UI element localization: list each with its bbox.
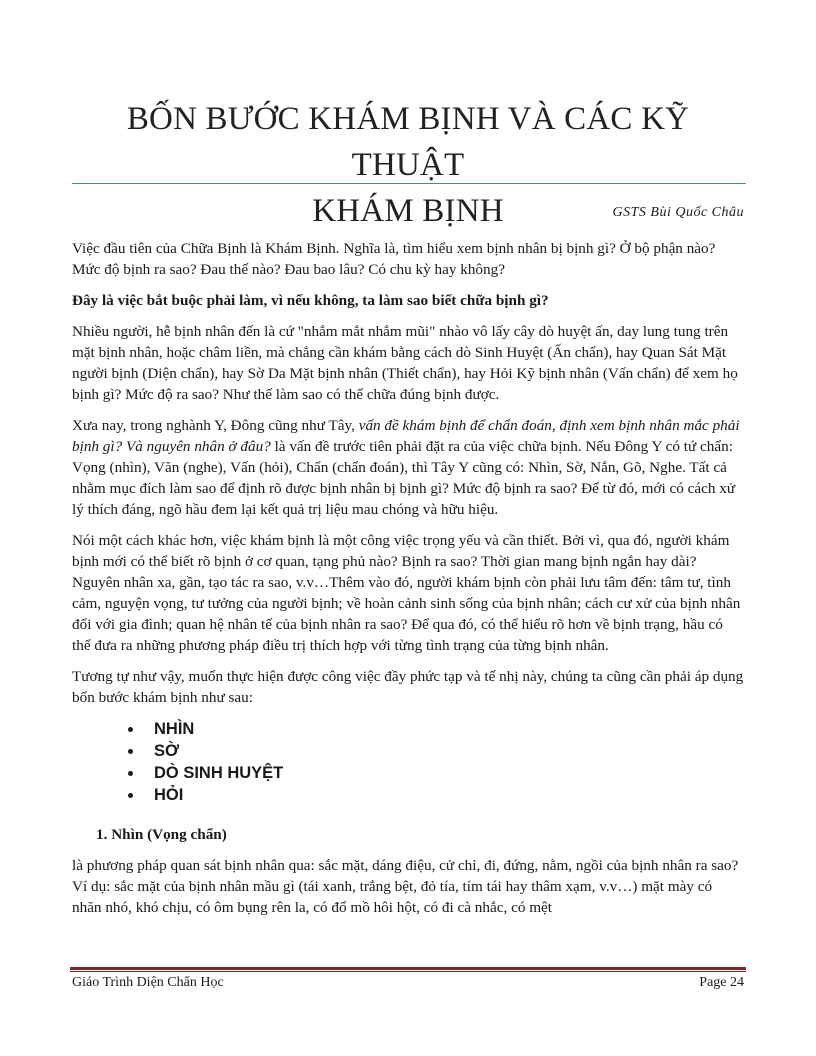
list-item: • NHÌN <box>144 718 745 740</box>
document-body <box>72 238 745 928</box>
footer-divider <box>70 967 746 970</box>
page-title-line-1: BỐN BƯỚC KHÁM BỊNH VÀ CÁC KỸ THUẬT <box>126 101 690 183</box>
paragraph-2-bold: Đây là việc bắt buộc phải làm, vì nếu không, ta làm sao biết chữa bịnh gì? <box>72 292 549 309</box>
author-name: GSTS Bùi Quốc Châu <box>612 205 744 220</box>
section-1-text: là phương pháp quan sát bịnh nhân qua: sắc mặt, dáng điệu, cử chỉ, đi, đứng, nằm, ngồi của bịnh nhân ra sao? Ví dụ: sắc mặt của bịnh nhân mầu gì (tái xanh, trắng bệt, đỏ tía, tím tái hay thâm xạm, v.v…) mặt mày có nhăn nhó, khó chịu, có ôm bụng rên la, có đổ mồ hôi hột, có đi cà nhắc, có mệt <box>72 857 739 916</box>
paragraph-3: Nhiều người, hễ bịnh nhân đến là cứ "nhắm mắt nhắm mũi" nhào vô lấy cây dò huyệt ấn, day lung tung trên mặt bịnh nhân, hoặc châm liền, mà chẳng cần khám bằng cách dò Sinh Huyệt (Ấn chẩn), hay Quan Sát Mặt người bịnh (Diện chẩn), hay Sờ Da Mặt bịnh nhân (Thiết chẩn), hay Hỏi Kỹ bịnh nhân (Vấn chẩn) để xem họ bịnh gì? Mức độ ra sao? Như thế làm sao có thể chữa đúng bịnh được. <box>72 323 738 403</box>
paragraph-4-part-c: là vấn đề trước tiên phải đặt ra của việc chữa bịnh. Nếu Đông Y có tứ chẩn: Vọng (nhìn), Văn (nghe), Vấn (hỏi), Chẩn (chẩn đoán), thì Tây Y cũng có: Nhìn, Sờ, Nắn, Gõ, Nghe. Tất cả nhằm mục đích làm sao để định rõ được bịnh nhân bị bịnh gì? Mức độ bịnh ra sao? Để từ đó, mới có cách xử lý thích đáng, ngõ hầu đem lại kết quả trị liệu mau chóng và hữu hiệu. <box>72 438 736 518</box>
list-item: • DÒ SINH HUYỆT <box>144 762 745 784</box>
footer-book-title: Giáo Trình Diện Chẩn Học <box>72 975 224 990</box>
page-title-line-2: KHÁM BỊNH <box>312 193 504 229</box>
list-item: • SỜ <box>144 740 745 762</box>
paragraph-4 <box>72 415 745 520</box>
paragraph-4-part-a: Xưa nay, trong nghành Y, Đông cũng như Tây, <box>72 417 359 434</box>
steps-list <box>72 718 745 806</box>
paragraph-1: Việc đầu tiên của Chữa Bịnh là Khám Bịnh. Nghĩa là, tìm hiểu xem bịnh nhân bị bịnh gì? Ở bộ phận nào? Mức độ bịnh ra sao? Đau thế nào? Đau bao lâu? Có chu kỳ hay không? <box>72 240 716 278</box>
list-item: • HỎI <box>144 784 745 806</box>
page-number: Page 24 <box>699 975 744 990</box>
footer-divider-thin <box>70 971 746 972</box>
paragraph-5: Nói một cách khác hơn, việc khám bịnh là một công việc trọng yếu và cần thiết. Bởi vì, qua đó, người khám bịnh mới có thể biết rõ bịnh ở cơ quan, tạng phủ nào? Bịnh ra sao? Thời gian mang bịnh ngắn hay dài? Nguyên nhân xa, gần, tạo tác ra sao, v.v…Thêm vào đó, người khám bịnh còn phải lưu tâm đến: tâm tư, tình cảm, nguyện vọng, tư tưởng của người bịnh; về hoàn cảnh sinh sống của bịnh nhân; cách cư xử của bịnh nhân đối với gia đình; quan hệ nhân tế của bịnh nhân ra sao? Để qua đó, có thể hiểu rõ hơn về bịnh trạng, hầu có thể đưa ra những phương pháp điều trị thích hợp với từng tình trạng của từng bịnh nhân. <box>72 532 741 654</box>
paragraph-4-italic: vấn đề khám bịnh để chẩn đoán, định xem bịnh nhân mắc phải bịnh gì? Và nguyên nhân ở đâu? <box>72 417 740 455</box>
paragraph-6: Tương tự như vậy, muốn thực hiện được công việc đầy phức tạp và tế nhị này, chúng ta cũng cần phải áp dụng bốn bước khám bịnh như sau: <box>72 668 744 706</box>
section-heading-1: 1. Nhìn (Vọng chẩn) <box>96 826 227 843</box>
title-divider <box>72 183 746 184</box>
